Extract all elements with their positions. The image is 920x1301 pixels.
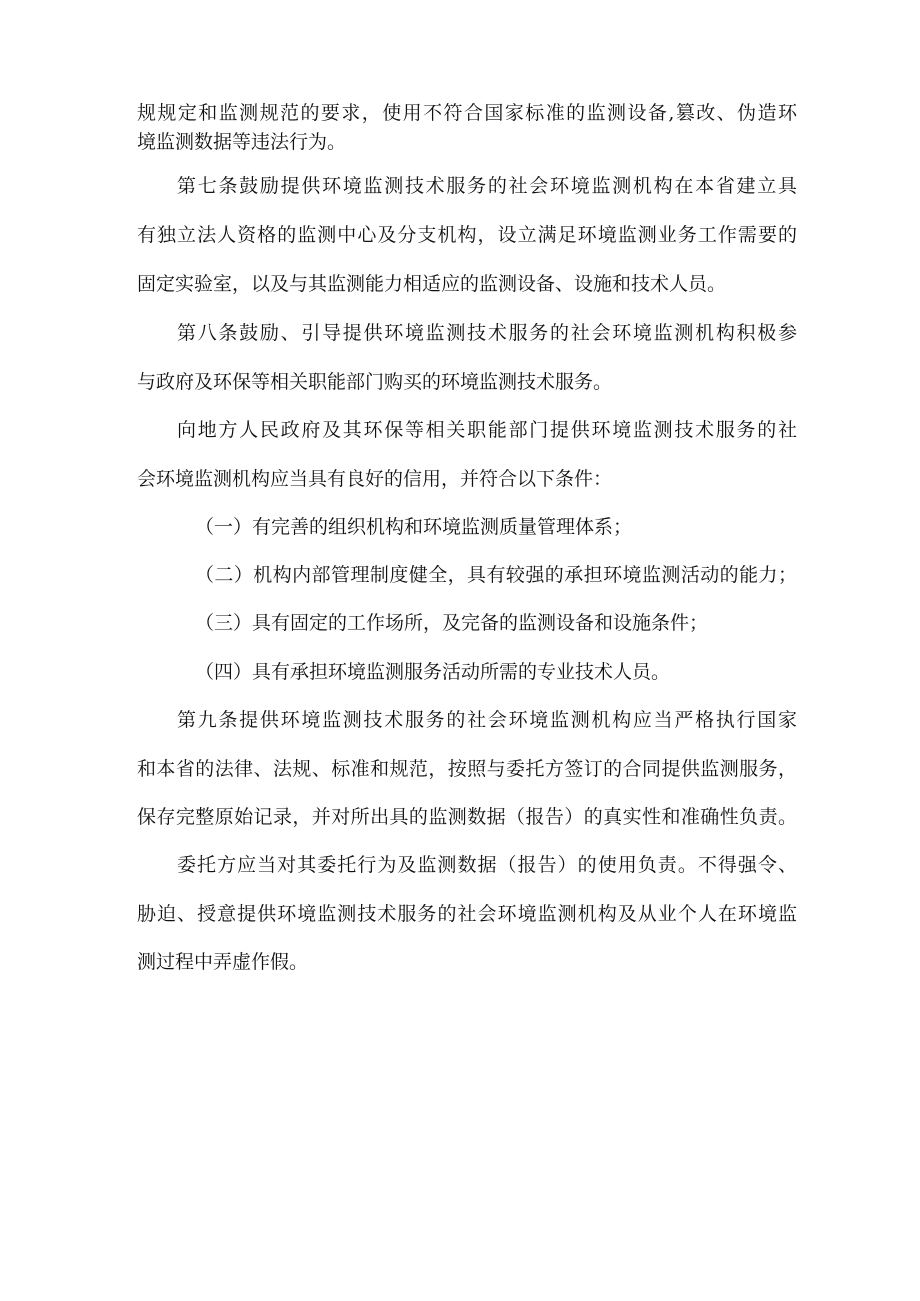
text-line: 委托方应当对其委托行为及监测数据（报告）的使用负责。不得强令、 <box>177 854 799 876</box>
text-line: 第七条鼓励提供环境监测技术服务的社会环境监测机构在本省建立具 <box>177 175 799 197</box>
list-item: （三）具有固定的工作场所，及完备的监测设备和设施条件； <box>195 612 709 634</box>
text-line: 测过程中弄虚作假。 <box>137 951 309 973</box>
text-line: 向地方人民政府及其环保等相关职能部门提供环境监测技术服务的社 <box>177 419 799 441</box>
text-line: 和本省的法律、法规、标准和规范，按照与委托方签订的合同提供监测服务， <box>137 758 798 780</box>
text-line: 第八条鼓励、引导提供环境监测技术服务的社会环境监测机构积极参 <box>177 322 799 344</box>
text-line: 有独立法人资格的监测中心及分支机构，设立满足环境监测业务工作需要的 <box>137 224 799 246</box>
text-line: 规规定和监测规范的要求，使用不符合国家标准的监测设备,篡改、伪造环 <box>137 102 799 124</box>
text-line: 胁迫、授意提供环境监测技术服务的社会环境监测机构及从业个人在环境监 <box>137 903 799 925</box>
text-line: 境监测数据等违法行为。 <box>137 131 347 153</box>
text-line: 第九条提供环境监测技术服务的社会环境监测机构应当严格执行国家 <box>177 709 799 731</box>
list-item: （一）有完善的组织机构和环境监测质量管理体系； <box>195 516 633 538</box>
text-line: 与政府及环保等相关职能部门购买的环境监测技术服务。 <box>137 371 613 393</box>
text-line: 保存完整原始记录，并对所出具的监测数据（报告）的真实性和准确性负责。 <box>137 806 798 828</box>
text-line: 固定实验室，以及与其监测能力相适应的监测设备、设施和技术人员。 <box>137 273 727 295</box>
list-item: （二）机构内部管理制度健全，具有较强的承担环境监测活动的能力； <box>195 564 798 586</box>
list-item: （四）具有承担环境监测服务活动所需的专业技术人员。 <box>195 661 671 683</box>
text-line: 会环境监测机构应当具有良好的信用，并符合以下条件： <box>137 468 613 490</box>
